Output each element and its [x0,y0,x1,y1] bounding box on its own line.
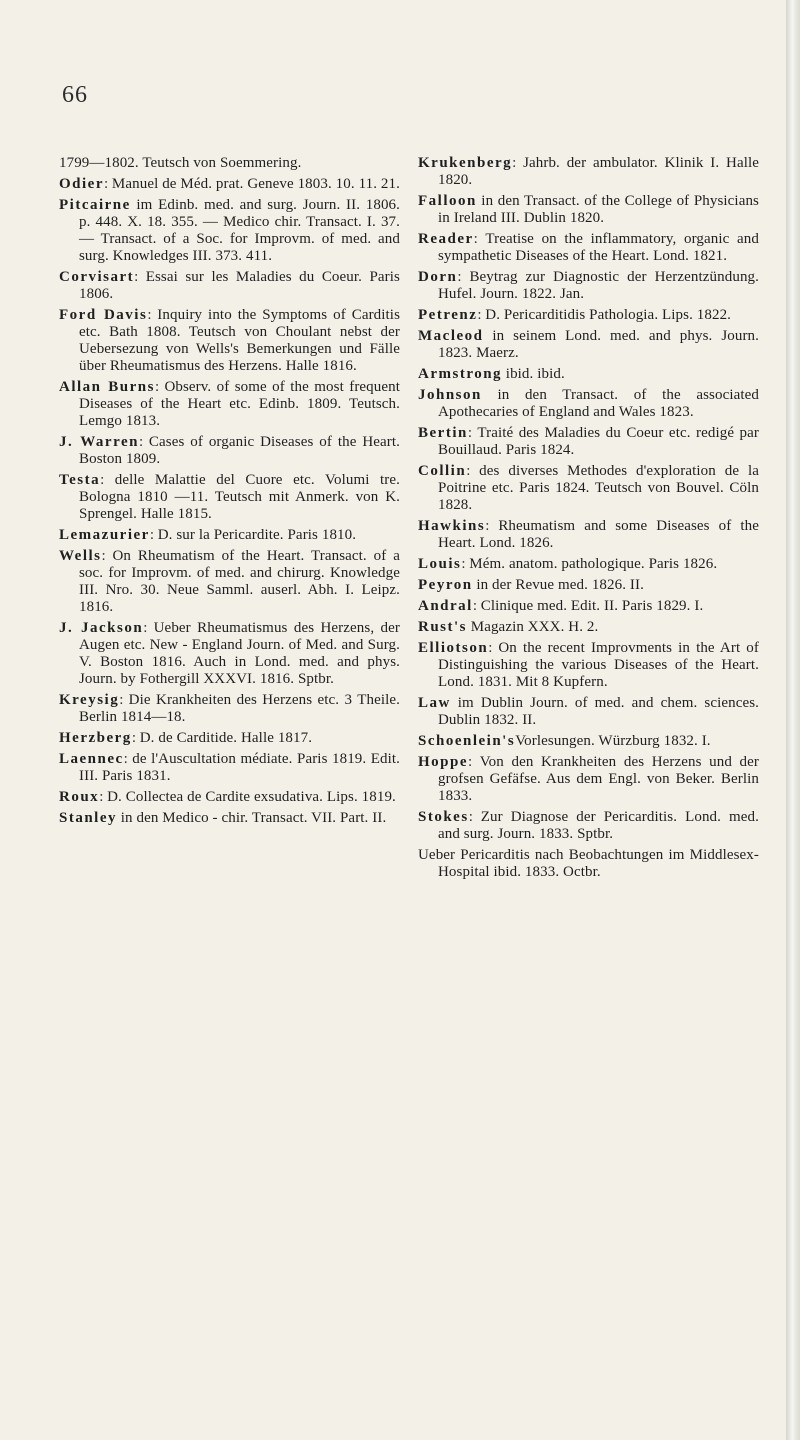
author-separator: : [472,598,481,614]
entry [59,810,400,827]
page-edge [786,0,800,1440]
entry-text: Rheumatism and some Diseases of the Heart. Lond. 1826. [438,518,759,551]
entry-author: Macleod [418,328,484,344]
entry-text: Cases of organic Diseases of the Heart. Boston 1809. [79,434,400,467]
entry-text: im Dublin Journ. of med. and chem. sciences. Dublin 1832. II. [438,695,759,728]
entry-text: in den Transact. of the associated Apothecaries of England and Wales 1823. [438,387,759,420]
entry [418,463,759,514]
author-separator: : [457,269,470,285]
author-separator: : [488,640,499,656]
entry-text: Vorlesungen. Würzburg 1832. I. [515,733,711,749]
entry-text: D. Collectea de Cardite exsudativa. Lips. 1819. [107,789,396,805]
entry [59,620,400,688]
author-separator: : [119,692,129,708]
entry-author: Elliotson [418,640,489,656]
entry [418,231,759,265]
entry-author: Stokes [418,809,469,825]
author-separator: : [138,434,149,450]
entry [59,197,400,265]
entry-author: Johnson [418,387,482,403]
entry [418,847,759,881]
entry-author: J. Jackson [59,620,144,636]
entry-author: Schoenlein's [418,733,516,749]
entry-text: Ueber Pericarditis nach Beobachtungen im Middlesex-Hospital ibid. 1833. Octbr. [418,847,759,880]
entry-author: Collin [418,463,467,479]
author-separator: : [512,155,524,171]
entry-author: Hawkins [418,518,486,534]
author-separator: : [149,527,158,543]
entry-text: D. de Carditide. Halle 1817. [139,730,313,746]
entry [59,692,400,726]
entry-text: im Edinb. med. and surg. Journ. II. 1806. p. 448. X. 18. 355. — Medico chir. Transact. I. 37. — Transact. of a Soc. for Improvm. of med. and surg. Knowledges III. 373. 411. [79,197,401,264]
entry-text: Jahrb. der ambulator. Klinik I. Halle 1820. [438,155,759,188]
entry-text: 1799—1802. Teutsch von Soemmering. [59,155,302,171]
entry-author: J. Warren [59,434,139,450]
entry [418,387,759,421]
entry-author: Ford Davis [59,307,148,323]
author-separator: : [104,176,112,192]
entry-text: Von den Krankheiten des Herzens und der grofsen Gefäfse. Aus dem Engl. von Beker. Berlin 1833. [438,754,759,804]
left-column [59,155,400,885]
entry-text: Beytrag zur Diagnostic der Herzentzündung. Hufel. Journ. 1822. Jan. [438,269,759,302]
entry [59,307,400,375]
entry-author: Allan Burns [59,379,155,395]
entry [418,155,759,189]
author-separator: : [154,379,165,395]
entry-author: Hoppe [418,754,469,770]
entry [59,548,400,616]
entry-text: On Rheumatism of the Heart. Transact. of a soc. for Improvm. of med. and chirurg. Knowledge III. Nro. 30. Neue Samml. auserl. Abh. I. Leipz. 1816. [79,548,401,615]
entry-author: Odier [59,176,104,192]
entry [418,640,759,691]
entry-author: Stanley [59,810,118,826]
entry [418,556,759,573]
entry [418,366,759,383]
entry [418,577,759,594]
entry [418,307,759,324]
entry [418,733,759,750]
author-separator: : [485,518,499,534]
entry [59,730,400,747]
entry-text: de l'Auscultation médiate. Paris 1819. Edit. III. Paris 1831. [79,751,400,784]
author-separator: : [123,751,133,767]
entry-author: Dorn [418,269,458,285]
entry [59,789,400,806]
entry-author: Reader [418,231,474,247]
entry-text: Manuel de Méd. prat. Geneve 1803. 10. 11. 21. [111,176,400,192]
author-separator: : [461,556,470,572]
page-number: 66 [62,82,88,108]
entry-author: Roux [59,789,100,805]
entry [418,518,759,552]
right-column [418,155,759,885]
entry [59,269,400,303]
entry [418,619,759,636]
entry-text: delle Malattie del Cuore etc. Volumi tre. Bologna 1810 —11. Teutsch mit Anmerk. von K. Sprengel. Halle 1815. [79,472,400,522]
author-separator: : [473,231,486,247]
entry-author: Pitcairne [59,197,131,213]
entry-text: in der Revue med. 1826. II. [476,577,644,593]
entry-text: Ueber Rheumatismus des Herzens, der Augen etc. New - England Journ. of Med. and Surg. V. Boston 1816. Auch in Lond. med. and phys. Journ. by Fothergill XXXVI. 1816. Sptbr. [79,620,400,687]
entry [418,193,759,227]
entry-author: Lemazurier [59,527,150,543]
entry [418,328,759,362]
entry-author: Kreysig [59,692,120,708]
entry-author: Testa [59,472,101,488]
author-separator: : [466,463,480,479]
entry [59,155,400,172]
author-separator: : [100,472,115,488]
entry-text: in den Transact. of the College of Physicians in Ireland III. Dublin 1820. [438,193,759,226]
author-separator: : [143,620,154,636]
entry [418,598,759,615]
entry-text: Magazin XXX. H. 2. [470,619,599,635]
entry-text: in den Medico - chir. Transact. VII. Part. II. [120,810,387,826]
entry [59,176,400,193]
entry-text: ibid. ibid. [505,366,565,382]
author-separator: : [468,809,481,825]
entry [59,527,400,544]
entry [418,809,759,843]
entry-text: Die Krankheiten des Herzens etc. 3 Theile. Berlin 1814—18. [79,692,400,725]
author-separator: : [101,548,113,564]
entry-text: Observ. of some of the most frequent Diseases of the Heart etc. Edinb. 1809. Teutsch. Lemgo 1813. [79,379,400,429]
entry-text: in seinem Lond. med. and phys. Journ. 1823. Maerz. [438,328,760,361]
entry-text: Zur Diagnose der Pericarditis. Lond. med. and surg. Journ. 1833. Sptbr. [438,809,759,842]
entry-author: Wells [59,548,102,564]
entry-text: Clinique med. Edit. II. Paris 1829. I. [480,598,704,614]
entry-author: Andral [418,598,473,614]
entry-author: Corvisart [59,269,135,285]
entry-text: Treatise on the inflammatory, organic and sympathetic Diseases of the Heart. Lond. 1821. [438,231,759,264]
author-separator: : [147,307,158,323]
entry-text: D. Pericarditidis Pathologia. Lips. 1822. [485,307,732,323]
entry-author: Armstrong [418,366,503,382]
author-separator: : [134,269,146,285]
entry-author: Petrenz [418,307,478,323]
author-separator: : [99,789,108,805]
bibliography-columns [59,155,759,885]
entry-text: Inquiry into the Symptoms of Carditis etc. Bath 1808. Teutsch von Choulant nebst der Uebersezung von Wells's Bemerkungen und Fälle über Rheumatismus des Herzens. Halle 1816. [79,307,401,374]
entry-author: Rust's [418,619,468,635]
entry-author: Peyron [418,577,473,593]
author-separator: : [131,730,140,746]
entry [59,472,400,523]
entry [59,751,400,785]
entry-author: Laennec [59,751,124,767]
entry-author: Louis [418,556,462,572]
entry [418,754,759,805]
entry-text: On the recent Improvments in the Art of Distinguishing the various Diseases of the Heart. Lond. 1831. Mit 8 Kupfern. [438,640,760,690]
entry [418,425,759,459]
entry [59,434,400,468]
author-separator: : [477,307,486,323]
entry-author: Law [418,695,451,711]
author-separator: : [467,425,478,441]
entry [59,379,400,430]
entry-text: Mém. anatom. pathologique. Paris 1826. [469,556,718,572]
entry [418,269,759,303]
entry-text: D. sur la Pericardite. Paris 1810. [157,527,357,543]
entry-author: Bertin [418,425,468,441]
entry-author: Krukenberg [418,155,513,171]
entry-text: des diverses Methodes d'exploration de la Poitrine etc. Paris 1824. Teutsch von Bouvel. Cöln 1828. [438,463,760,513]
entry [418,695,759,729]
entry-author: Falloon [418,193,477,209]
entry-text: Essai sur les Maladies du Coeur. Paris 1806. [79,269,400,302]
entry-text: Traité des Maladies du Coeur etc. redigé par Bouillaud. Paris 1824. [438,425,760,458]
entry-author: Herzberg [59,730,132,746]
author-separator: : [468,754,480,770]
